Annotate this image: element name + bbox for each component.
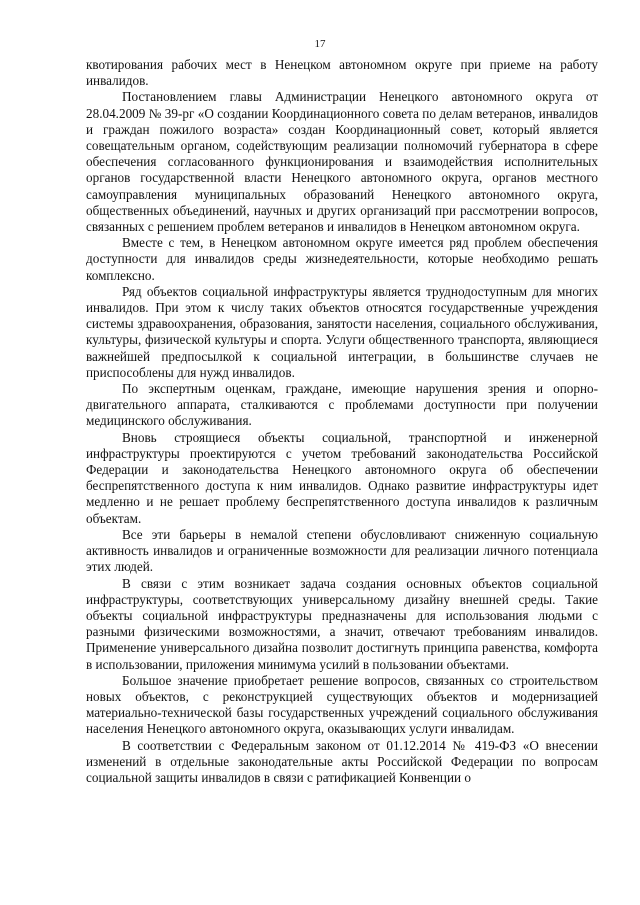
paragraph: Вместе с тем, в Ненецком автономном округе имеется ряд проблем обеспечения доступности для инвалидов среды жизнедеятельности, которые необходимо решать комплексно. <box>86 235 598 283</box>
paragraph: По экспертным оценкам, граждане, имеющие нарушения зрения и опорно-двигательного аппарата, сталкиваются с проблемами доступности при получении медицинского обслуживания. <box>86 381 598 429</box>
paragraph: В связи с этим возникает задача создания основных объектов социальной инфраструктуры, соответствующих универсальному дизайну внешней среды. Такие объекты социальной инфраструктуры предназначены для использования людьми с разными физическими возможностями, а значит, отвечают требованиям инвалидов. Применение универсального дизайна позволит достигнуть принципа равенства, комфорта в использовании, приложения минимума усилий в пользовании объектами. <box>86 575 598 672</box>
paragraph: Постановлением главы Администрации Ненецкого автономного округа от 28.04.2009 № 39-рг «О создании Координационного совета по делам ветеранов, инвалидов и граждан пожилого возраста» создан Координационный совет, который является совещательным органом, содействующим реализации полномочий губернатора в сфере обеспечения согласованного функционирования и взаимодействия исполнительных органов государственной власти Ненецкого автономного округа, органов местного самоуправления муниципальных образований Ненецкого автономного округа, общественных объединений, научных и других организаций при рассмотрении вопросов, связанных с решением проблем ветеранов и инвалидов в Ненецком автономном округа. <box>86 89 598 235</box>
paragraph: Ряд объектов социальной инфраструктуры является труднодоступным для многих инвалидов. При этом к числу таких объектов относятся государственные учреждения системы здравоохранения, образования, занятости населения, социального обслуживания, культуры, физической культуры и спорта. Услуги общественного транспорта, являющиеся важнейшей предпосылкой к социальной интеграции, в большинстве случаев не приспособлены для нужд инвалидов. <box>86 283 598 380</box>
paragraph: Большое значение приобретает решение вопросов, связанных со строительством новых объектов, с реконструкцией существующих объектов и модернизацией материально-технической базы государственных учреждений социального обслуживания населения Ненецкого автономного округа, оказывающих услуги инвалидам. <box>86 672 598 737</box>
paragraph-continued: квотирования рабочих мест в Ненецком автономном округе при приеме на работу инвалидов. <box>86 57 598 89</box>
paragraph: Вновь строящиеся объекты социальной, транспортной и инженерной инфраструктуры проектируются с учетом требований законодательства Российской Федерации и законодательства Ненецкого автономного округа об обеспечении беспрепятственного доступа к ним инвалидов. Однако развитие инфраструктуры идет медленно и не решает проблему беспрепятственного доступа инвалидов к различным объектам. <box>86 429 598 526</box>
body-text <box>86 57 598 786</box>
paragraph: В соответствии с Федеральным законом от 01.12.2014 № 419-ФЗ «О внесении изменений в отдельные законодательные акты Российской Федерации по вопросам социальной защиты инвалидов в связи с ратификацией Конвенции о <box>86 737 598 785</box>
page-number: 17 <box>314 38 326 50</box>
paragraph: Все эти барьеры в немалой степени обусловливают сниженную социальную активность инвалидов и ограниченные возможности для реализации личного потенциала этих людей. <box>86 526 598 575</box>
